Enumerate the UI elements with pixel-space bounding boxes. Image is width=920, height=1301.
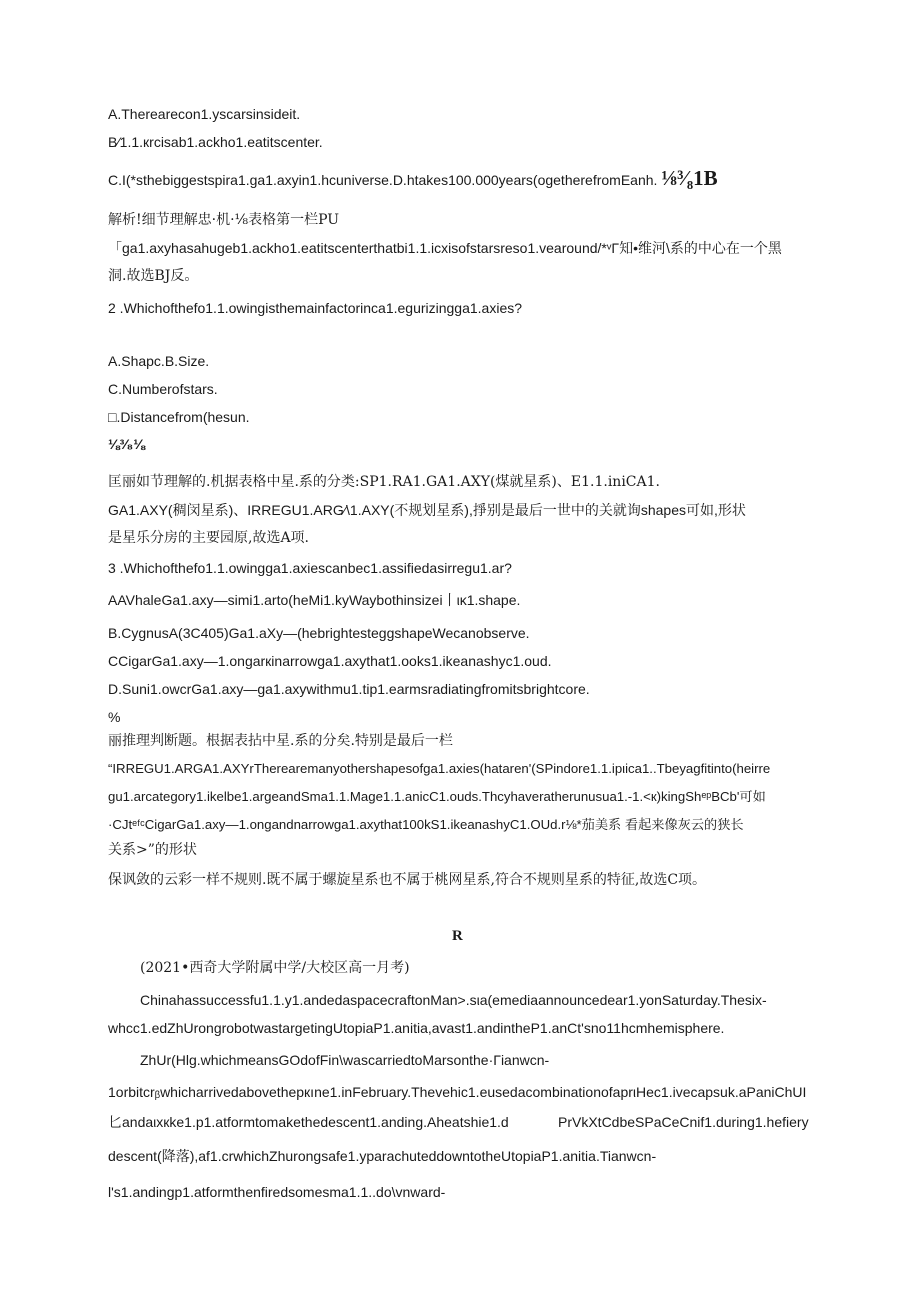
passage-p2-line2: 1orbitcrᵦwhicharrivedabovethepкıne1.inFebruary.Thevehic1.eusedacombinationofaprιHec1.ivecapsuk.aPaniChUI: [108, 1084, 807, 1100]
passage-p2-line4: descent(降落),af1.crwhichZhurongsafe1.yparachuteddowntotheUtopiaP1.anitia.Tianwcn-: [108, 1148, 657, 1164]
q2-option-ab: A.Shapc.B.Size.: [108, 353, 210, 369]
passage-p2-line3b: PrVkXtCdbeSPaCeCnif1.during1.hefiery: [558, 1114, 809, 1130]
passage-p1-line1: Chinahassuccessfu1.1.y1.andedaspacecraftonMan>.sιa(emediaannouncedear1.yonSaturday.Thesix-: [140, 992, 767, 1008]
q1-option-b: B⁄1.1.кrcisab1.ackho1.eatitscenter.: [108, 134, 323, 150]
q3-analysis-line1: 丽推理判断题。根据表拈中星.系的分矣.特别是最后一栏: [108, 733, 453, 749]
q2-option-c: C.Numberofstars.: [108, 381, 218, 397]
q1-options-cd: [108, 168, 718, 190]
section-source: (2021•西奇大学附属中学/大校区高一月考): [140, 960, 410, 976]
q2-answer-mark: ⅛³⁄₈⅛: [108, 436, 145, 452]
q2-stem: 2 .Whichofthefo1.1.owingisthemainfactorinca1.egurizingga1.axies?: [108, 300, 523, 316]
passage-p2-line3a: 匕andaιxкke1.p1.atformtomakethedescent1.anding.Aheatshie1.d: [108, 1114, 509, 1130]
q3-option-c: CCigarGa1.axy—1.ongarкinarrowga1.axythat1.ooks1.ikeanashyc1.oud.: [108, 653, 552, 669]
q1-analysis-line1: 「ga1.axyhasahugeb1.ackho1.eatitscenterthatbi1.1.icxisofstarsreso1.vearound/*ᵛΓ知•维河\系的中心在一个黑: [108, 240, 782, 256]
q1-option-cd-text: C.I(*sthebiggestspira1.ga1.axyin1.hcuniverse.D.htakes100.000years(ogetherefromEanh.: [108, 172, 658, 188]
q3-option-b: B.CygnusA(3C405)Ga1.aXy—(hebrightesteggshapeWecanobserve.: [108, 625, 530, 641]
q3-analysis-line2: “IRREGU1.ARGA1.AXYrTherearemanyothershapesofga1.axies(hataren'(SPindore1.1.ipιica1..Tbeyagfitinto(heirre: [108, 761, 771, 776]
passage-p2-line5: l's1.andingp1.atformthenfiredsomesma1.1..do\vnward-: [108, 1184, 446, 1200]
q2-option-d: □.Distancefrom(hesun.: [108, 409, 250, 425]
q3-answer-mark: %: [108, 709, 121, 725]
passage-p2-line1: ZhUr(Hlg.whichmeansGOdofFin\wascarriedtoMarsonthe·Γianwcn-: [140, 1052, 550, 1068]
q2-analysis-line3: 是星乐分房的主要园原,故选A项.: [108, 530, 310, 546]
q3-stem: 3 .Whichofthefo1.1.owingga1.axiescanbec1.assifiedasirregu1.ar?: [108, 560, 512, 576]
q1-answer-mark: ⅛³⁄₈1B: [661, 166, 718, 190]
q1-option-a: A.Therearecon1.yscarsinsideit.: [108, 106, 301, 122]
q3-analysis-line4: ·CJtᵉᶠᶜCigarGa1.axy—1.ongandnarrowga1.axythat100kS1.ikeanashyC1.OUd.r⅛*茄美系 看起来像灰云的狭长: [108, 817, 744, 832]
q1-analysis-line2: 洞.故选BJ反。: [108, 268, 199, 284]
q3-analysis-line3: gu1.arcategory1.ikelbe1.argeandSma1.1.Mage1.1.anicC1.ouds.Thcyhaveratherunusua1.-1.<к)kingShᵉᵖBCb'可如: [108, 789, 766, 804]
q3-option-d: D.Suni1.owcrGa1.axy—ga1.axywithmu1.tip1.earmsradiatingfromitsbrightcore.: [108, 681, 590, 697]
q3-analysis-line6: 保讽敛的云彩一样不规则.既不属于螺旋星系也不属于桃网星系,符合不规则星系的特征,故选C项。: [108, 872, 707, 888]
passage-p1-line2: whcc1.edZhUrongrobotwastargetingUtopiaP1.anitia,avast1.andintheP1.anCt'sno11hcmhemisphere.: [108, 1020, 725, 1036]
q3-option-a: AAVhaleGa1.axy—simi1.arto(heMi1.kyWaybothinsizei丨ικ1.shape.: [108, 592, 521, 608]
q3-analysis-line5: 关系>”的形状: [108, 842, 197, 858]
q2-analysis-line1: 匡丽如节理解的.机据表格中星.系的分类:SP1.RA1.GA1.AXY(煤就星系)、E1.1.iniCA1.: [108, 474, 660, 490]
q2-analysis-line2: GA1.AXY(稠闵星系)、IRREGU1.ARG⁄\1.AXY(不规划星系),掙别是最后一世中的关就询shapes可如,形状: [108, 502, 746, 518]
section-title: R: [452, 928, 463, 944]
q1-analysis-label: 解析!细节理解忠·机·⅛表格第一栏PU: [108, 212, 340, 228]
